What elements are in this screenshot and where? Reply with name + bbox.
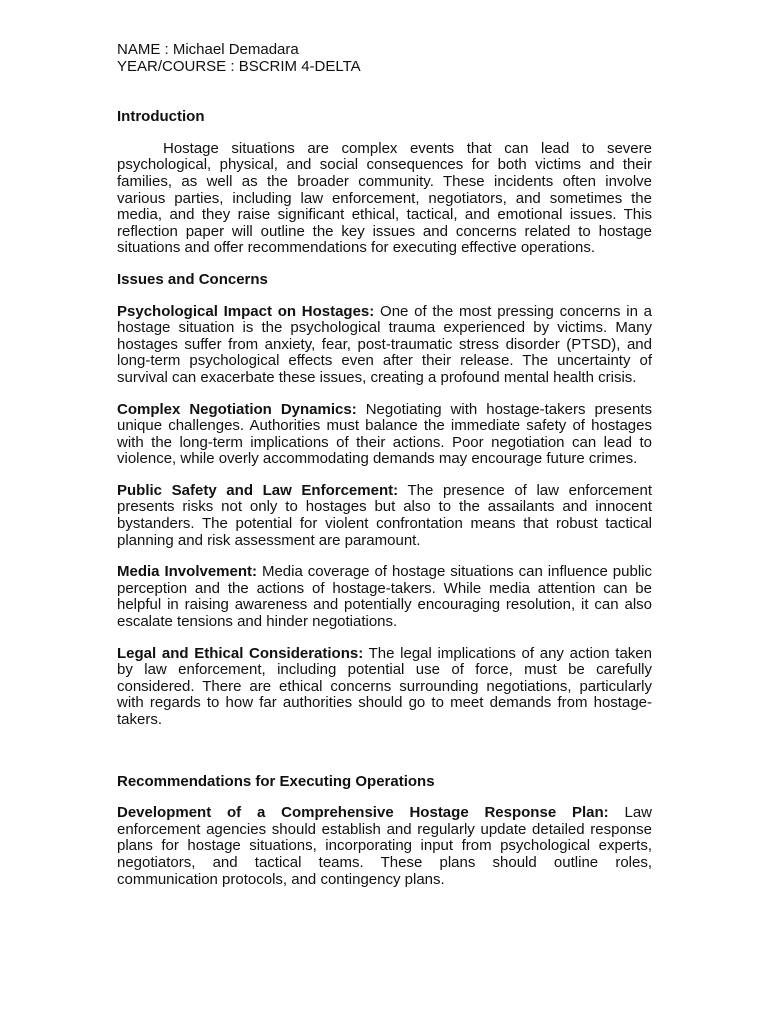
issue-lead: Public Safety and Law Enforcement: <box>117 481 399 499</box>
introduction-paragraph: Hostage situations are complex events that can lead to severe psychological, physical, and social consequences for both victims and their families, as well as the broader community. These incidents often involve various parties, including law enforcement, negotiators, and sometimes the media, and they raise significant ethical, tactical, and emotional issues. This reflection paper will outline the key issues and concerns related to hostage situations and offer recommendations for executing effective operations. <box>117 139 652 257</box>
introduction-heading: Introduction <box>117 108 205 126</box>
recommendation-lead: Development of a Comprehensive Hostage Response Plan: <box>117 804 609 822</box>
recommendation-text: Law enforcement agencies should establish and regularly update detailed response plans for hostage situations, incorporating input from psychological experts, negotiators, and tactical teams. These plans should outline roles, communication protocols, and contingency plans. <box>117 804 653 888</box>
issue-media-involvement <box>117 564 652 630</box>
issue-legal-ethical <box>117 646 652 729</box>
issue-lead: Legal and Ethical Considerations: <box>117 644 364 662</box>
issue-text: Media coverage of hostage situations can influence public perception and the actions of hostage-takers. While media attention can be helpful in raising awareness and potentially encouraging resolution, it can also escalate tensions and hinder negotiations. <box>117 563 652 631</box>
issues-heading: Issues and Concerns <box>117 270 268 288</box>
student-name-line: NAME : Michael Demadara <box>117 41 299 58</box>
issue-lead: Psychological Impact on Hostages: <box>117 302 375 320</box>
issue-lead: Complex Negotiation Dynamics: <box>117 400 357 418</box>
recommendation-response-plan <box>117 805 652 888</box>
issue-text: One of the most pressing concerns in a hostage situation is the psychological trauma experienced by victims. Many hostages suffer from anxiety, fear, post-traumatic stress disorder (PTSD), and long-term psychological effects even after their release. The uncertainty of survival can exacerbate these issues, creating a profound mental health crisis. <box>117 302 652 386</box>
document-page <box>117 42 652 888</box>
year-course-line: YEAR/COURSE : BSCRIM 4-DELTA <box>117 57 361 75</box>
issue-public-safety <box>117 483 652 549</box>
issue-psychological-impact <box>117 304 652 387</box>
issue-text: The legal implications of any action taken by law enforcement, including potential use of force, must be carefully considered. There are ethical concerns surrounding negotiations, particularly with regards to how far authorities should go to meet demands from hostage-takers. <box>117 644 652 728</box>
issue-negotiation-dynamics <box>117 402 652 468</box>
issue-lead: Media Involvement: <box>117 563 257 581</box>
issue-text: The presence of law enforcement presents risks not only to hostages but also to the assailants and innocent bystanders. The potential for violent confrontation means that robust tactical planning and risk assessment are paramount. <box>117 481 652 549</box>
recommendations-heading: Recommendations for Executing Operations <box>117 772 435 790</box>
issue-text: Negotiating with hostage-takers presents unique challenges. Authorities must balance the immediate safety of hostages with the long-term implications of their actions. Poor negotiation can lead to violence, while overly accommodating demands may encourage future crimes. <box>117 400 652 468</box>
